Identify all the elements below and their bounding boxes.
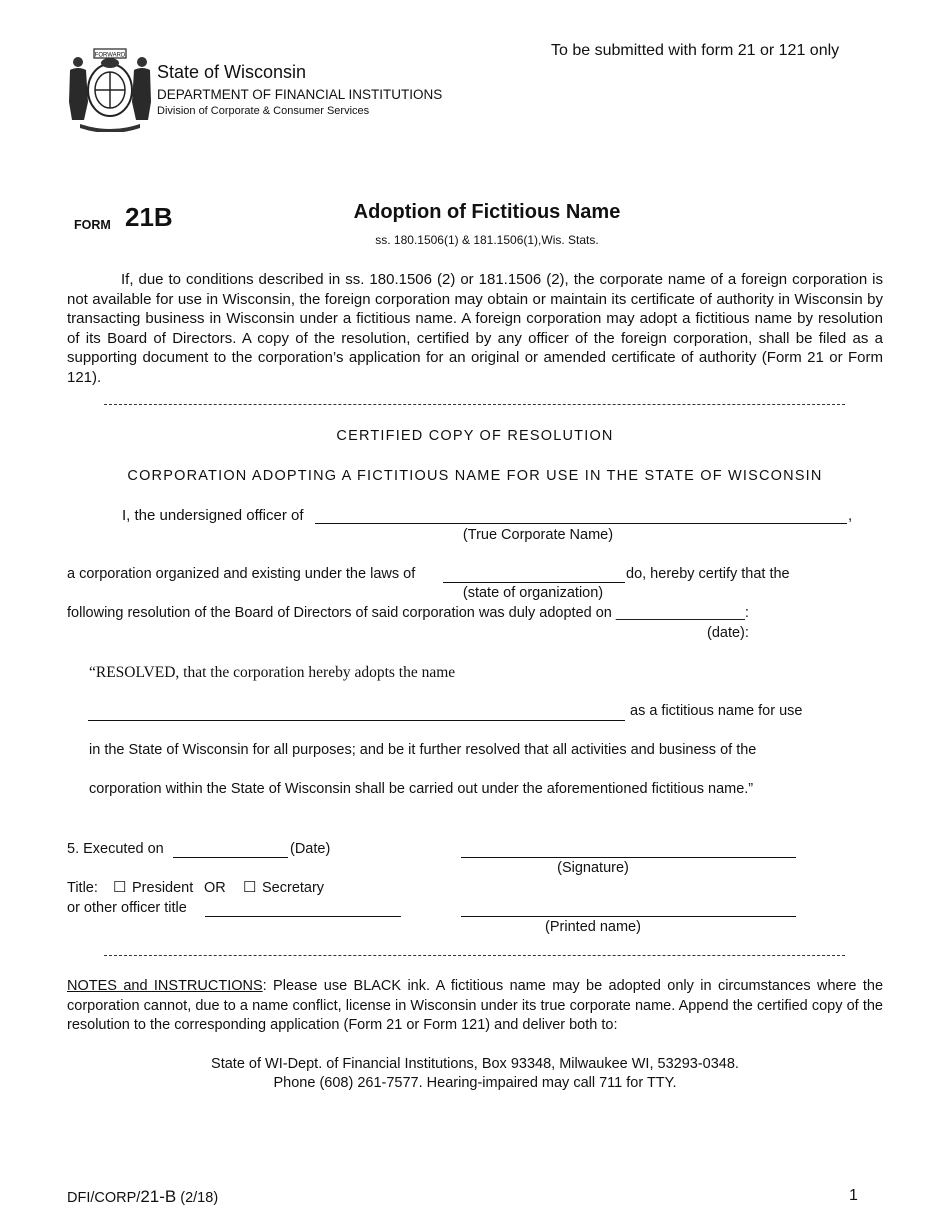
organized-under-label: a corporation organized and existing under the laws of	[67, 566, 416, 582]
carried-out-text: corporation within the State of Wisconsin shall be carried out under the aforementioned fictitious name.”	[89, 781, 754, 797]
certify-label: do, hereby certify that the	[626, 566, 790, 582]
resolution-heading: CERTIFIED COPY OF RESOLUTION	[336, 428, 614, 444]
form-code-number: 21-B	[140, 1187, 177, 1206]
execution-date-label: (Date)	[290, 841, 331, 857]
printed-name-caption: (Printed name)	[545, 919, 641, 935]
title-label: Title:	[67, 880, 98, 896]
division-name: Division of Corporate & Consumer Services	[157, 105, 370, 117]
fictitious-use-label: as a fictitious name for use	[630, 703, 803, 719]
form-code	[67, 1187, 218, 1207]
president-checkbox[interactable]: ☐	[113, 879, 127, 896]
notes-paragraph	[67, 977, 883, 1036]
executed-on-label: 5. Executed on	[67, 841, 164, 857]
fictitious-name-field[interactable]	[88, 720, 625, 721]
divider-top	[104, 404, 845, 405]
notes-text: : Please use BLACK ink. A fictitious name may be adopted only in circumstances where the corporation cannot, due to a name conflict, license in Wisconsin under its true corporate name. Append the certified copy of the resolution to the corresponding application (Form 21 or Form 121) and deliver both to:	[67, 978, 884, 1034]
president-label: President	[132, 880, 194, 896]
officer-of-label: I, the undersigned officer of	[122, 507, 304, 524]
form-title: Adoption of Fictitious Name	[353, 201, 621, 223]
resolved-text: “RESOLVED, that the corporation hereby adopts the name	[89, 664, 456, 681]
signature-caption: (Signature)	[557, 860, 629, 876]
form-word: FORM	[74, 218, 111, 232]
divider-bottom	[104, 955, 845, 956]
or-label: OR	[204, 880, 226, 896]
other-officer-title-field[interactable]	[205, 916, 401, 917]
printed-name-field[interactable]	[461, 916, 796, 917]
execution-date-field[interactable]	[173, 857, 288, 858]
svg-text:FORWARD: FORWARD	[94, 52, 126, 59]
purposes-text: in the State of Wisconsin for all purposes; and be it further resolved that all activities and business of the	[89, 742, 757, 758]
state-seal	[66, 46, 154, 132]
true-corporate-name-caption: (True Corporate Name)	[462, 527, 614, 543]
comma: ,	[848, 507, 853, 524]
phone-info: Phone (608) 261-7577. Hearing-impaired may call 711 for TTY.	[273, 1075, 677, 1091]
state-of-organization-caption: (state of organization)	[462, 585, 604, 601]
submitted-note: To be submitted with form 21 or 121 only	[551, 42, 840, 59]
page-number: 1	[849, 1187, 858, 1204]
notes-heading: NOTES and INSTRUCTIONS	[67, 978, 263, 994]
form-revision: (2/18)	[180, 1190, 219, 1206]
state-name: State of Wisconsin	[157, 62, 307, 82]
adoption-date-caption: (date):	[707, 625, 749, 641]
resolution-subheading: CORPORATION ADOPTING A FICTITIOUS NAME FOR USE IN THE STATE OF WISCONSIN	[127, 468, 823, 484]
signature-field[interactable]	[461, 857, 796, 858]
mailing-address: State of WI-Dept. of Financial Institutions, Box 93348, Milwaukee WI, 53293-0348.	[211, 1056, 739, 1072]
secretary-checkbox[interactable]: ☐	[243, 879, 257, 896]
intro-text: If, due to conditions described in ss. 180.1506 (2) or 181.1506 (2), the corporate name of a foreign corporation is not available for use in Wisconsin, the foreign corporation may obtain or maintain its certificate of authority in Wisconsin by transacting business in Wisconsin under a fictitious name. A foreign corporation may adopt a fictitious name by resolution of its Board of Directors. A copy of the resolution, certified by any officer of the foreign corporation, shall be filed as a supporting document to the corporation’s application for an original or amended certificate of authority (Form 21 or Form 121).	[67, 271, 883, 386]
secretary-label: Secretary	[262, 880, 325, 896]
department-name: DEPARTMENT OF FINANCIAL INSTITUTIONS	[157, 87, 443, 102]
state-of-organization-field[interactable]	[443, 582, 625, 583]
adopted-on-label: following resolution of the Board of Directors of said corporation was duly adopted on ________________:	[67, 605, 749, 621]
intro-paragraph	[67, 270, 883, 388]
statute-reference: ss. 180.1506(1) & 181.1506(1),Wis. Stats.	[375, 233, 599, 247]
other-officer-label: or other officer title	[67, 900, 187, 916]
form-number: 21B	[125, 202, 173, 232]
true-corporate-name-field[interactable]	[315, 523, 847, 524]
form-code-prefix: DFI/CORP/	[67, 1190, 141, 1206]
